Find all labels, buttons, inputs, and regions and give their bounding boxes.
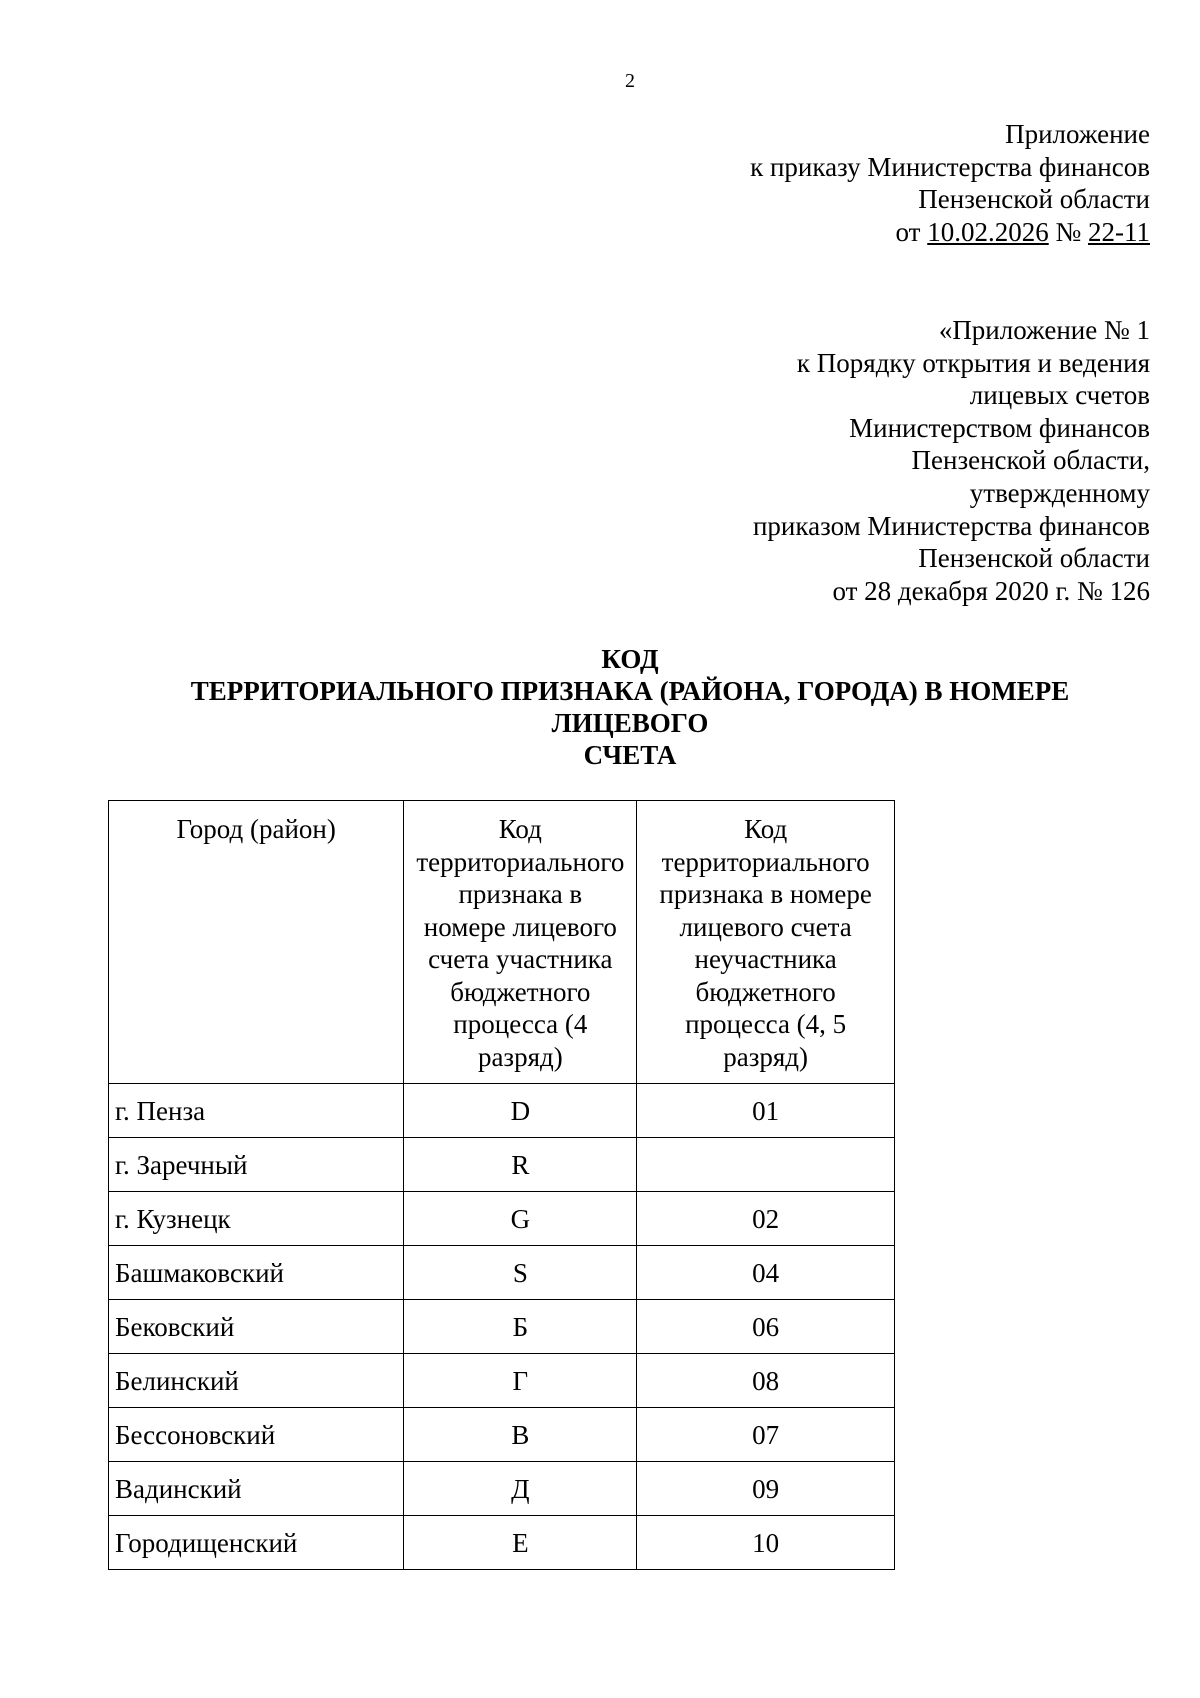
header-line: признака в номере (659, 879, 872, 909)
order-reference-block (750, 118, 1150, 248)
annex-line: приказом Министерства финансов (752, 510, 1150, 541)
header-line: разряд) (477, 1041, 563, 1072)
table-row (109, 1084, 895, 1138)
order-date: 10.02.2026 (927, 216, 1049, 247)
table-row (109, 1408, 895, 1462)
header-line: бюджетного (695, 976, 836, 1007)
cell-code-nonparticipant: 02 (637, 1192, 895, 1246)
annex-line: Министерством финансов (849, 412, 1150, 443)
header-line: процесса (4, 5 (685, 1009, 847, 1039)
cell-code-participant: D (404, 1084, 637, 1138)
table-row (109, 1516, 895, 1570)
cell-code-participant: Г (404, 1354, 637, 1408)
table-row (109, 1354, 895, 1408)
annex-line: Пензенской области, (911, 445, 1150, 476)
annex-line: лицевых счетов (969, 380, 1150, 411)
header-line: номере лицевого (423, 911, 617, 942)
order-number-prefix: № (1048, 216, 1088, 247)
title-line: КОД (601, 644, 659, 674)
cell-code-nonparticipant (637, 1138, 895, 1192)
cell-code-participant: G (404, 1192, 637, 1246)
cell-city: г. Кузнецк (109, 1192, 404, 1246)
annex-line: Пензенской области (918, 543, 1150, 574)
cell-city: г. Заречный (109, 1138, 404, 1192)
territorial-code-table (108, 800, 895, 1570)
header-line: процесса (4 (453, 1009, 588, 1039)
annex-line: утвержденному (969, 477, 1150, 508)
cell-city: Башмаковский (109, 1246, 404, 1300)
order-number: 22-11 (1088, 216, 1150, 247)
header-line: Код (498, 814, 542, 844)
table-row (109, 1300, 895, 1354)
title-line: ЛИЦЕВОГО (551, 708, 709, 738)
cell-city: Городищенский (109, 1516, 404, 1570)
cell-city: Белинский (109, 1354, 404, 1408)
header-line: Город (район) (176, 814, 336, 844)
order-reference-line: к приказу Министерства финансов (750, 151, 1150, 182)
header-line: лицевого счета (679, 911, 852, 942)
header-line: территориального (661, 846, 870, 877)
order-date-line (750, 216, 1150, 249)
cell-city: Вадинский (109, 1462, 404, 1516)
header-code-participant (404, 801, 637, 1084)
annex-line: «Приложение № 1 (938, 315, 1150, 345)
header-line: разряд) (723, 1041, 809, 1072)
header-line: счета участника (428, 944, 613, 974)
cell-code-participant: Б (404, 1300, 637, 1354)
header-line: признака в (458, 879, 583, 909)
cell-code-nonparticipant: 08 (637, 1354, 895, 1408)
header-code-nonparticipant (637, 801, 895, 1084)
cell-code-nonparticipant: 09 (637, 1462, 895, 1516)
order-reference-line: Приложение (1005, 119, 1150, 149)
annex-line: от 28 декабря 2020 г. № 126 (832, 575, 1150, 606)
cell-code-participant: R (404, 1138, 637, 1192)
annex-line: к Порядку открытия и ведения (796, 347, 1150, 378)
cell-code-participant: S (404, 1246, 637, 1300)
cell-code-participant: Е (404, 1516, 637, 1570)
table-row (109, 1192, 895, 1246)
title-line: СЧЕТА (583, 740, 677, 770)
title-line: ТЕРРИТОРИАЛЬНОГО ПРИЗНАКА (РАЙОНА, ГОРОДА) В НОМЕРЕ (190, 676, 1070, 706)
header-city (109, 801, 404, 1084)
page-number: 2 (625, 70, 635, 92)
cell-code-participant: Д (404, 1462, 637, 1516)
header-line: бюджетного (450, 976, 591, 1007)
table-row (109, 1138, 895, 1192)
cell-code-nonparticipant: 07 (637, 1408, 895, 1462)
document-title (140, 643, 1120, 771)
table-header-row (109, 801, 895, 1084)
cell-code-nonparticipant: 01 (637, 1084, 895, 1138)
header-line: территориального (416, 846, 625, 877)
cell-code-nonparticipant: 10 (637, 1516, 895, 1570)
cell-city: г. Пенза (109, 1084, 404, 1138)
cell-code-nonparticipant: 04 (637, 1246, 895, 1300)
header-line: неучастника (694, 944, 837, 974)
cell-code-nonparticipant: 06 (637, 1300, 895, 1354)
annex-reference-block (753, 314, 1150, 607)
order-reference-line: Пензенской области (918, 184, 1150, 214)
header-line: Код (744, 814, 788, 844)
table-row (109, 1462, 895, 1516)
order-date-prefix: от (895, 216, 928, 247)
cell-city: Бековский (109, 1300, 404, 1354)
cell-code-participant: В (404, 1408, 637, 1462)
cell-city: Бессоновский (109, 1408, 404, 1462)
table-row (109, 1246, 895, 1300)
